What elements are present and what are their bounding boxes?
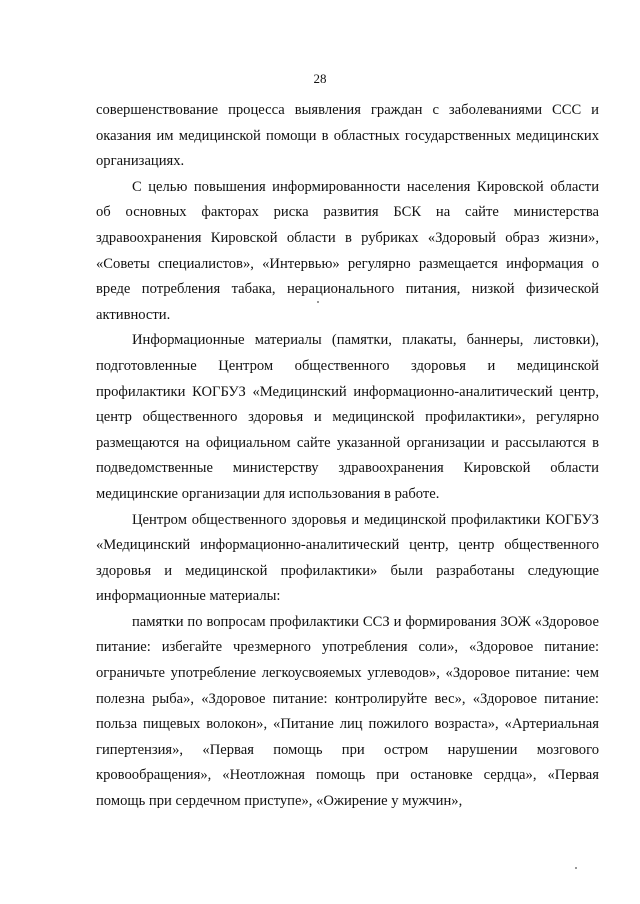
document-body xyxy=(96,98,599,815)
page-number: 28 xyxy=(313,71,327,86)
scan-speck xyxy=(317,301,319,303)
paragraph-center-developed: Центром общественного здоровья и медицинской профилактики КОГБУЗ «Медицинский информационно-аналитический центр, центр общественного здоровья и медицинской профилактики» были разработаны следующие информационные материалы: xyxy=(96,511,599,605)
paragraph-information-materials: Информационные материалы (памятки, плакаты, баннеры, листовки), подготовленные Центром общественного здоровья и медицинской профилактики КОГБУЗ «Медицинский информационно-аналитический центр, центр общественного здоровья и медицинской профилактики», регулярно размещаются на официальном сайте указанной организации и рассылаются в подведомственные министерству здравоохранения Кировской области медицинские организации для использования в работе. xyxy=(96,332,599,502)
paragraph-continuation: совершенствование процесса выявления граждан с заболеваниями ССС и оказания им медицинской помощи в областных государственных медицинских организациях. xyxy=(96,102,599,170)
paragraph-informing-population: С целью повышения информированности населения Кировской области об основных факторах риска развития БСК на сайте министерства здравоохранения Кировской области в рубриках «Здоровый образ жизни», «Советы специалистов», «Интервью» регулярно размещается информация о вреде потребления табака, нерационального питания, низкой физической активности. xyxy=(96,178,599,323)
paragraph-memo-list: памятки по вопросам профилактики ССЗ и формирования ЗОЖ «Здоровое питание: избегайте чрезмерного употребления соли», «Здоровое питание: ограничьте употребление легкоусвояемых углеводов», «Здоровое питание: чем полезна рыба», «Здоровое питание: контролируйте вес», «Здоровое питание: польза пищевых волокон», «Питание лиц пожилого возраста», «Артериальная гипертензия», «Первая помощь при остром нарушении мозгового кровообращения», «Неотложная помощь при остановке сердца», «Первая помощь при сердечном приступе», «Ожирение у мужчин», xyxy=(96,613,599,810)
scan-speck xyxy=(575,867,577,869)
